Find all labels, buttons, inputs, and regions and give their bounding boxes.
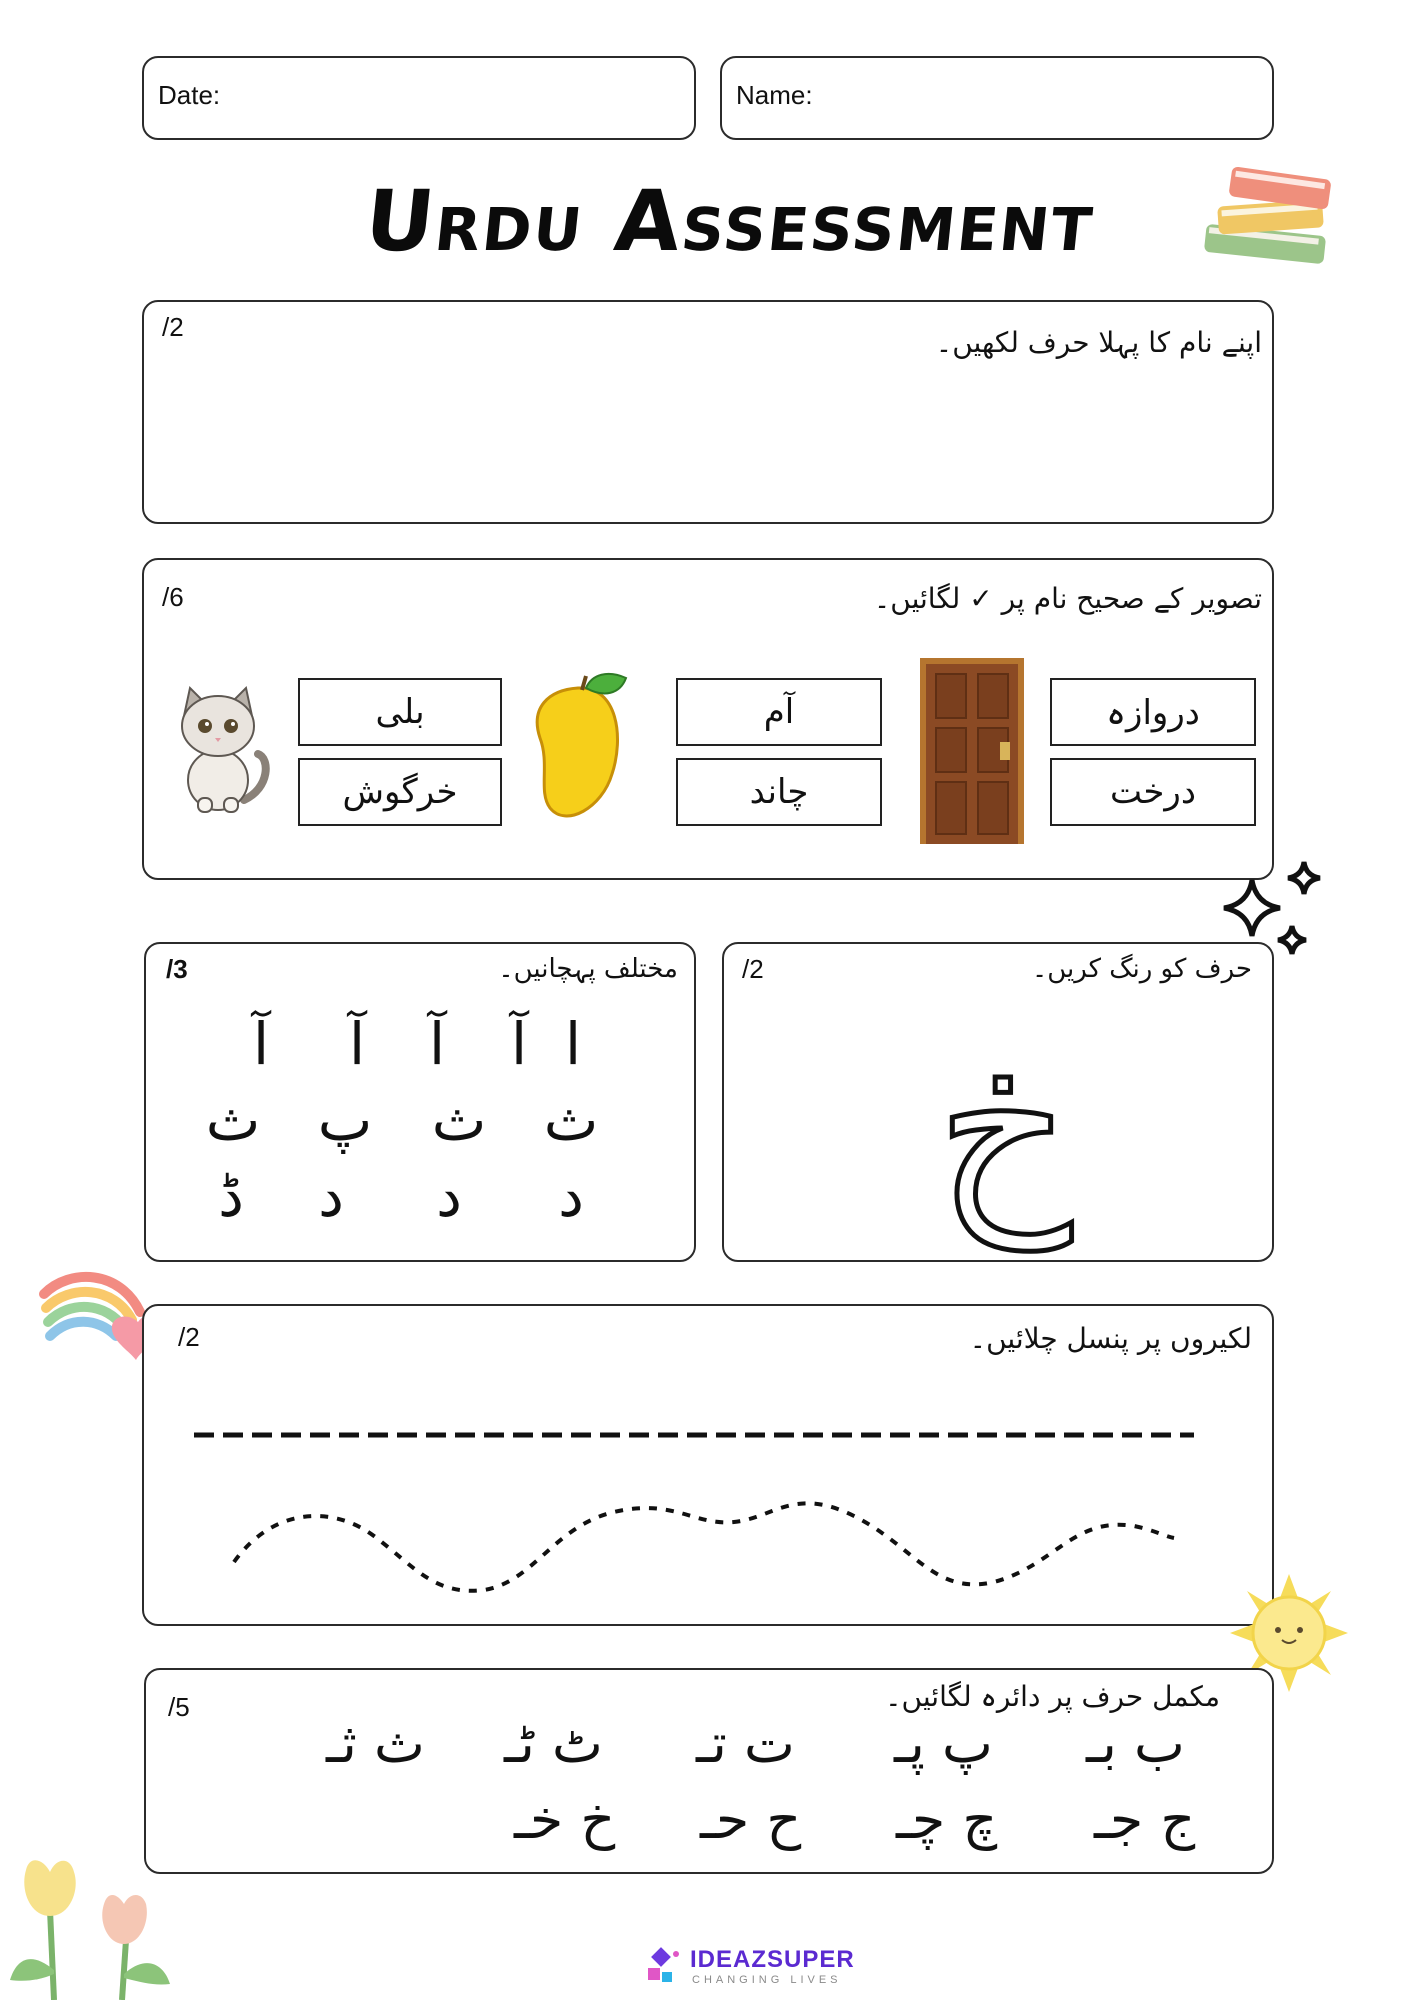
letter-outline: خ	[936, 1005, 1072, 1250]
letter-option[interactable]: آ	[252, 1010, 270, 1078]
score-label: /6	[162, 582, 184, 612]
letter-option[interactable]: ث	[431, 1086, 487, 1154]
instruction: اپنے نام کا پہلا حرف لکھیں۔	[935, 326, 1262, 359]
option-tree[interactable]: درخت	[1050, 758, 1256, 826]
picture-name-section	[142, 558, 1274, 880]
score-label: /2	[162, 312, 184, 342]
tulips-icon	[0, 1850, 180, 2000]
name-label: Name:	[736, 80, 813, 110]
letter-pair[interactable]: ت تـ	[696, 1712, 795, 1775]
page-title: Urdu Assessment	[360, 172, 1100, 270]
brand-name: IDEAZSUPER	[690, 1946, 855, 1973]
letter-option[interactable]: پ	[317, 1086, 373, 1154]
cat-icon	[172, 688, 272, 816]
date-label: Date:	[158, 80, 221, 110]
brand-logo	[646, 1946, 896, 1990]
instruction: مختلف پہچانیں۔	[498, 954, 678, 984]
letter-option[interactable]: ڈ	[218, 1162, 244, 1230]
circle-full-letter-section	[144, 1668, 1274, 1874]
letter-option[interactable]: د	[318, 1162, 344, 1230]
color-letter-section	[722, 942, 1274, 1262]
dashed-wavy-line[interactable]	[234, 1486, 1174, 1606]
score-label: /2	[742, 954, 764, 984]
instruction: حرف کو رنگ کریں۔	[1031, 954, 1252, 984]
letter-pair[interactable]: پ پـ	[894, 1712, 993, 1775]
letter-pair[interactable]: ٹ ٹـ	[504, 1712, 603, 1775]
score-label: /2	[178, 1322, 200, 1352]
first-letter-section[interactable]	[142, 300, 1274, 524]
option-moon[interactable]: چاند	[676, 758, 882, 826]
letter-option[interactable]: ا	[564, 1010, 582, 1078]
date-field[interactable]	[142, 56, 696, 140]
letter-option[interactable]: آ	[510, 1010, 528, 1078]
brand-tagline: CHANGING LIVES	[692, 1974, 842, 1986]
letter-pair[interactable]: خ خـ	[514, 1788, 616, 1851]
score-label: /3	[166, 954, 188, 984]
letter-option[interactable]: ث	[543, 1086, 599, 1154]
dashed-straight-line[interactable]	[194, 1430, 1194, 1440]
letter-pair[interactable]: چ چـ	[896, 1788, 998, 1851]
outlined-letter-khe[interactable]	[904, 1004, 1104, 1250]
letter-option[interactable]: آ	[428, 1010, 446, 1078]
name-field[interactable]	[720, 56, 1274, 140]
trace-lines-section	[142, 1304, 1274, 1626]
door-icon	[920, 658, 1024, 844]
option-door[interactable]: دروازہ	[1050, 678, 1256, 746]
option-rabbit[interactable]: خرگوش	[298, 758, 502, 826]
mango-icon	[528, 668, 658, 828]
score-label: /5	[168, 1692, 190, 1722]
letter-pair[interactable]: ح حـ	[700, 1788, 802, 1851]
letter-option[interactable]: د	[558, 1162, 584, 1230]
letter-option[interactable]: ث	[205, 1086, 261, 1154]
letter-pair[interactable]: ج جـ	[1094, 1788, 1196, 1851]
instruction: لکیروں پر پنسل چلائیں۔	[969, 1322, 1252, 1355]
identify-different-section	[144, 942, 696, 1262]
instruction: مکمل حرف پر دائرہ لگائیں۔	[885, 1680, 1220, 1713]
books-icon	[1200, 165, 1335, 270]
letter-option[interactable]: آ	[348, 1010, 366, 1078]
letter-pair[interactable]: ث ثـ	[326, 1712, 425, 1775]
option-cat[interactable]: بلی	[298, 678, 502, 746]
brand-mark-icon	[646, 1946, 684, 1986]
letter-option[interactable]: د	[436, 1162, 462, 1230]
option-mango[interactable]: آم	[676, 678, 882, 746]
letter-pair[interactable]: ب بـ	[1086, 1712, 1185, 1775]
instruction: تصویر کے صحیح نام پر ✓ لگائیں۔	[873, 582, 1262, 615]
